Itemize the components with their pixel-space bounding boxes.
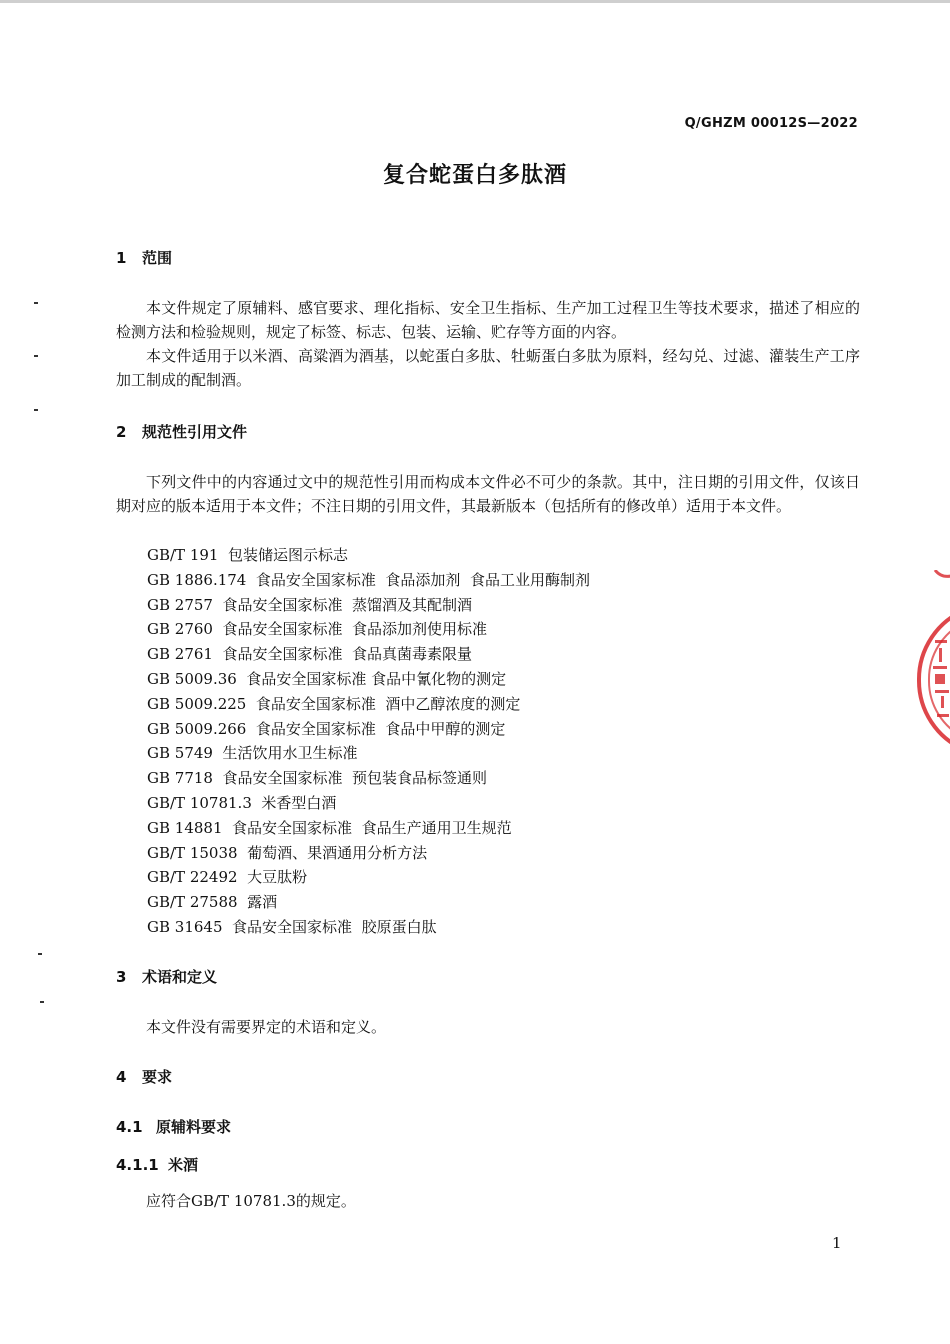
reference-item: GB 7718 食品安全国家标准 预包装食品标签通则 [147, 769, 488, 788]
section-2-heading [116, 421, 247, 442]
document-code: Q/GHZM 00012S—2022 [684, 116, 858, 131]
reference-item: GB/T 10781.3 米香型白酒 [147, 793, 337, 812]
section-title: 范围 [142, 249, 173, 267]
section-number: 2 [116, 423, 127, 441]
binding-mark [40, 1001, 44, 1003]
paragraph: 本文件适用于以米酒、高粱酒为酒基，以蛇蛋白多肽、牡蛎蛋白多肽为原料，经勾兑、过滤、灌装生产工序加工制成的配制酒。 [116, 347, 860, 389]
section-number: 4 [116, 1068, 127, 1086]
section-title: 要求 [142, 1068, 173, 1086]
section-3-body [116, 1015, 860, 1039]
section-title: 米酒 [168, 1156, 199, 1174]
reference-item: GB 5009.266 食品安全国家标准 食品中甲醇的测定 [147, 719, 506, 738]
reference-item: GB/T 22492 大豆肽粉 [147, 868, 308, 887]
section-3-heading [116, 966, 217, 987]
section-4-1-heading [116, 1116, 231, 1137]
section-title: 原辅料要求 [156, 1118, 232, 1136]
reference-item: GB 14881 食品安全国家标准 食品生产通用卫生规范 [147, 818, 512, 837]
reference-item: GB/T 15038 葡萄酒、果酒通用分析方法 [147, 843, 428, 862]
binding-mark [34, 302, 38, 304]
section-4-heading [116, 1066, 172, 1087]
reference-item: GB 2757 食品安全国家标准 蒸馏酒及其配制酒 [147, 595, 473, 614]
paragraph: 下列文件中的内容通过文中的规范性引用而构成本文件必不可少的条款。其中，注日期的引用文件，仅该日期对应的版本适用于本文件；不注日期的引用文件，其最新版本（包括所有的修改单）适用于本文件。 [116, 473, 860, 515]
binding-mark [34, 409, 38, 411]
paragraph: 本文件没有需要界定的术语和定义。 [146, 1018, 387, 1036]
page-number: 1 [832, 1234, 842, 1252]
paragraph: 本文件规定了原辅料、感官要求、理化指标、安全卫生指标、生产加工过程卫生等技术要求，描述了相应的检测方法和检验规则，规定了标签、标志、包装、运输、贮存等方面的内容。 [116, 299, 860, 341]
section-number: 1 [116, 249, 127, 267]
section-title: 术语和定义 [142, 968, 218, 986]
section-number: 4.1 [116, 1118, 143, 1136]
reference-item: GB/T 191 包装储运图示标志 [147, 546, 348, 564]
reference-item: GB 5749 生活饮用水卫生标准 [147, 744, 358, 763]
reference-item: GB 5009.225 食品安全国家标准 酒中乙醇浓度的测定 [147, 694, 521, 713]
reference-list [147, 543, 590, 940]
binding-mark [34, 355, 38, 357]
binding-mark [38, 953, 42, 955]
section-2-intro [116, 470, 860, 518]
reference-item: GB 2761 食品安全国家标准 食品真菌毒素限量 [147, 645, 473, 664]
official-seal-stamp [905, 570, 950, 770]
section-number: 4.1.1 [116, 1156, 159, 1174]
reference-item: GB 5009.36 食品安全国家标准 食品中氰化物的测定 [147, 669, 507, 688]
section-1-heading [116, 247, 172, 268]
section-4-1-1-body [116, 1189, 860, 1213]
reference-item: GB 1886.174 食品安全国家标准 食品添加剂 食品工业用酶制剂 [147, 570, 590, 589]
reference-item: GB 2760 食品安全国家标准 食品添加剂使用标准 [147, 620, 488, 639]
document-title: 复合蛇蛋白多肽酒 [382, 163, 567, 188]
paragraph: 应符合GB/T 10781.3的规定。 [146, 1192, 356, 1210]
section-number: 3 [116, 968, 127, 986]
section-4-1-1-heading [116, 1154, 198, 1175]
scan-top-edge [0, 0, 950, 3]
reference-item: GB 31645 食品安全国家标准 胶原蛋白肽 [147, 917, 437, 936]
section-title: 规范性引用文件 [142, 423, 248, 441]
section-1-body [116, 296, 860, 392]
reference-item: GB/T 27588 露酒 [147, 893, 278, 912]
